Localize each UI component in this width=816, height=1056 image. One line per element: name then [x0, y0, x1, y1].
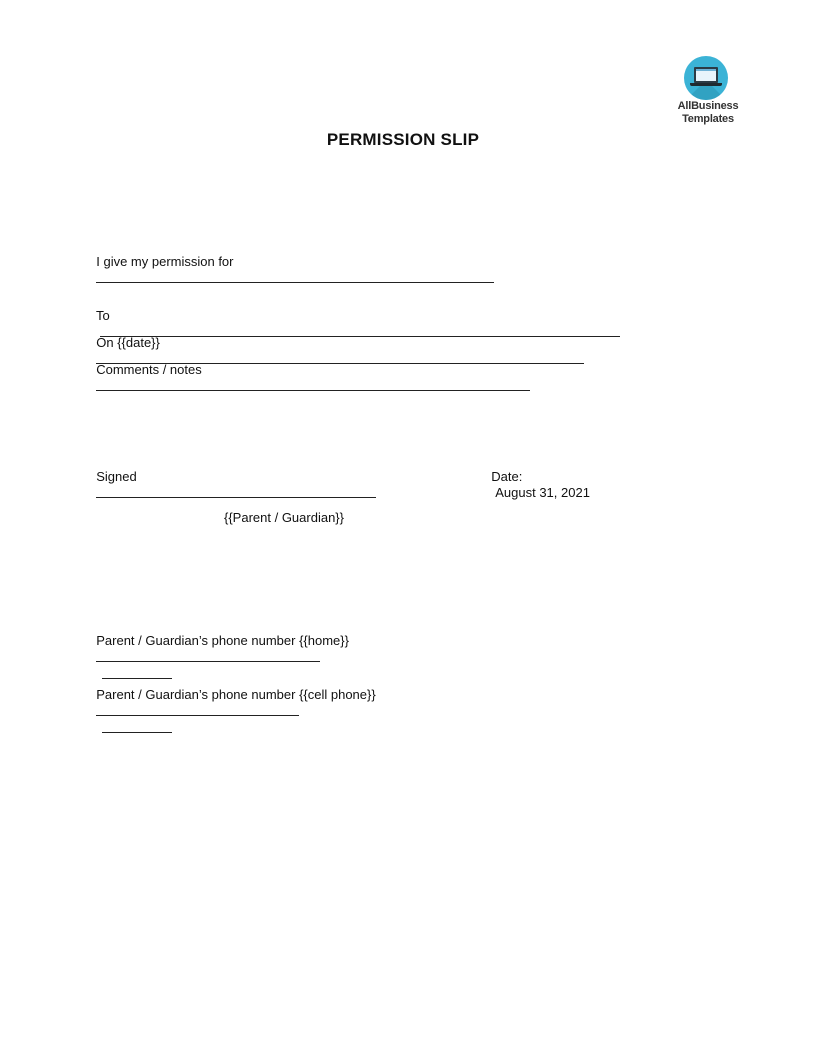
logo-text: AllBusiness Templates — [677, 100, 739, 125]
laptop-icon — [694, 67, 718, 83]
phone-home-label: Parent / Guardian’s phone number {{home}} — [96, 633, 349, 648]
signed-row — [89, 453, 376, 502]
signer-role: {{Parent / Guardian}} — [224, 510, 344, 525]
logo-circle — [684, 56, 728, 100]
comments-blank[interactable] — [96, 378, 530, 391]
permission-for-blank[interactable] — [96, 270, 494, 283]
allbusiness-templates-logo — [670, 54, 746, 126]
signed-label: Signed — [96, 469, 137, 484]
signature-blank[interactable] — [96, 485, 376, 498]
permission-for-row — [89, 238, 494, 287]
phone-cell-extra-blank[interactable] — [102, 720, 172, 733]
phone-home-blank[interactable] — [96, 649, 320, 662]
phone-cell-label: Parent / Guardian’s phone number {{cell phone}} — [96, 687, 376, 702]
phone-cell-blank[interactable] — [96, 703, 299, 716]
date-row — [484, 453, 590, 501]
page-title: PERMISSION SLIP — [326, 130, 480, 149]
date-value: August 31, 2021 — [495, 485, 590, 500]
comments-label: Comments / notes — [96, 362, 202, 377]
permission-for-label: I give my permission for — [96, 254, 234, 269]
to-label: To — [96, 308, 110, 323]
comments-row — [89, 346, 530, 395]
date-label: Date: — [491, 469, 523, 484]
on-date-label: On {{date}} — [96, 335, 160, 350]
phone-cell-row — [89, 671, 376, 737]
